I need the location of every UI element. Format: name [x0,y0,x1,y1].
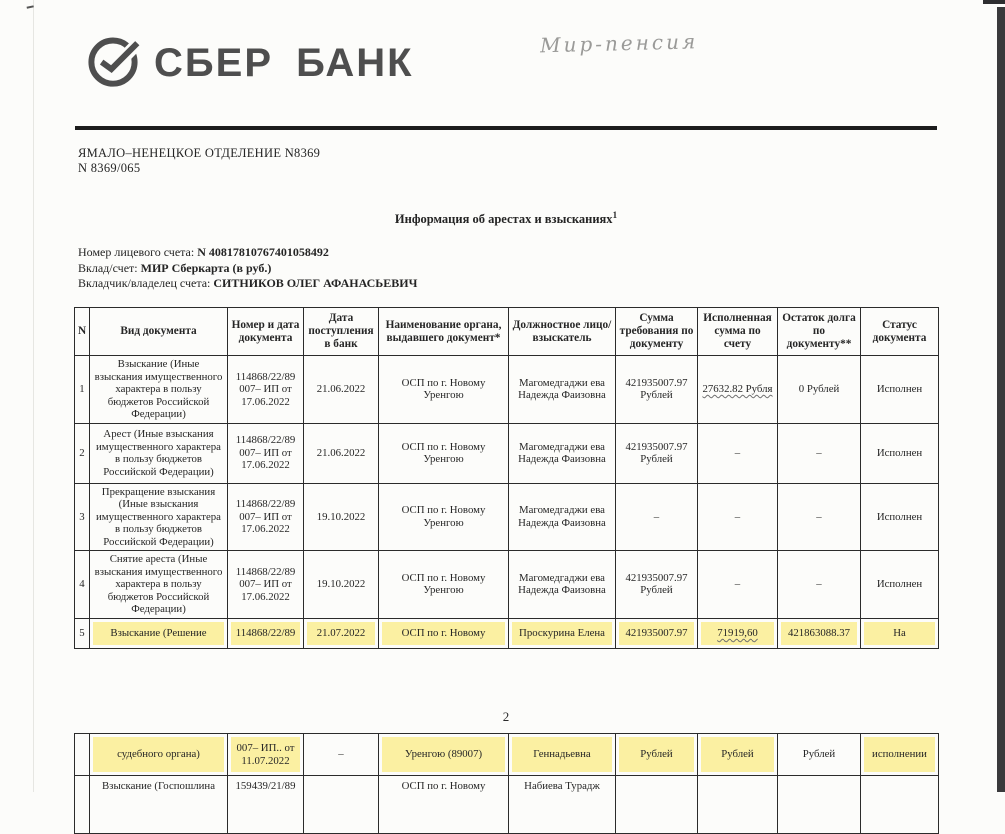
table-cell: – [778,551,861,619]
table-cell: ОСП по г. Новому Уренгою [379,483,509,551]
table-cell: судебного органа) [90,734,228,776]
col-header-executed-sum: Исполненная сумма по счету [698,308,778,356]
table-cell: Взыскание (Иные взыскания имущественного характера в пользу бюджетов Российской Федерации) [90,356,228,424]
table-cell: Снятие ареста (Иные взыскания имущественного характера в пользу бюджетов Российской Федерации) [90,551,228,619]
table-cell: Исполнен [861,551,939,619]
table-cell: 114868/22/89 [228,618,304,648]
table-cell: Взыскание (Решение [90,618,228,648]
table-cell: Рублей [698,734,778,776]
deposit-value: МИР Сберкарта (в руб.) [140,260,272,275]
table-cell: – [698,423,778,483]
table-row [75,423,939,483]
table-cell: – [304,734,379,776]
branch-name: ЯМАЛО–НЕНЕЦКОЕ ОТДЕЛЕНИЕ N8369 [78,146,321,160]
table-row [75,483,939,551]
table-cell: – [778,423,861,483]
page-number: 2 [502,709,510,724]
table-cell [861,776,939,834]
document-title-text: Информация об арестах и взысканиях [394,212,613,227]
table-row [75,551,939,619]
col-header-doc-number: Номер и дата документа [228,308,304,356]
table-cell [616,776,698,834]
table-cell: – [698,551,778,619]
table-cell: 2 [75,423,90,483]
bank-logo [86,34,414,93]
table-row-highlighted [75,618,939,648]
table-cell: Прекращение взыскания (Иные взыскания имущественного характера в пользу бюджетов Российской Федерации) [90,483,228,551]
table-cell: 421935007.97 Рублей [616,551,698,619]
col-header-doc-type: Вид документа [90,308,228,356]
document-title [75,210,937,227]
col-header-official: Должностное лицо/взыскатель [509,308,616,356]
table-cell: 114868/22/89 007– ИП от 17.06.2022 [228,423,304,483]
table-cell: – [698,483,778,551]
table-header-row [75,308,939,356]
table-cell: 19.10.2022 [304,483,379,551]
branch-block [78,146,320,176]
table-cell: Проскурина Елена [509,618,616,648]
table-cell: исполнении [861,734,939,776]
table-cell [698,776,778,834]
table-cell [75,776,90,834]
table-cell: 159439/21/89 [228,776,304,834]
table-cell: Геннадьевна [509,734,616,776]
col-header-debt-remainder: Остаток долга по документу** [778,308,861,356]
table-row-continuation [75,734,939,776]
table-cell: 3 [75,483,90,551]
account-number-label: Номер лицевого счета: [78,245,198,259]
table-cell: ОСП по г. Новому Уренгою [379,551,509,619]
handwritten-note: Мир-пенсия [539,29,699,58]
table-cell: – [616,483,698,551]
arrests-table [74,307,939,649]
table-cell: ОСП по г. Новому [379,776,509,834]
table-cell: Рублей [778,734,861,776]
table-cell: 114868/22/89 007– ИП от 17.06.2022 [228,551,304,619]
table-cell: 114868/22/89 007– ИП от 17.06.2022 [228,356,304,424]
table-cell: 27632.82 Рубля [698,356,778,424]
table-cell [778,776,861,834]
account-number-line [78,245,417,261]
table-cell: ОСП по г. Новому [379,618,509,648]
vertical-scrollbar[interactable] [997,7,1005,792]
table-cell: – [778,483,861,551]
table-cell: Набиева Турадж [509,776,616,834]
owner-line [78,276,417,292]
deposit-label: Вклад/счет: [78,260,141,275]
account-info [78,245,417,292]
table-cell: ОСП по г. Новому Уренгою [379,423,509,483]
bank-logo-text: СБЕР БАНК [154,41,414,85]
table-cell: 007– ИП.. от 11.07.2022 [228,734,304,776]
table-cell: 5 [75,618,90,648]
table-cell: 4 [75,551,90,619]
table-cell: Исполнен [861,356,939,424]
sber-check-circle-icon [86,34,140,93]
table-cell: 21.06.2022 [304,356,379,424]
table-cell [75,734,90,776]
table-cell: 421935007.97 [616,618,698,648]
table-cell: 71919,60 [698,618,778,648]
table-cell: 21.06.2022 [304,423,379,483]
table-cell: 21.07.2022 [304,618,379,648]
col-header-claim-sum: Сумма требования по документу [616,308,698,356]
table-cell: Магомедгаджи ева Надежда Фаизовна [509,423,616,483]
table-cell: ОСП по г. Новому Уренгою [379,356,509,424]
table-cell: Рублей [616,734,698,776]
owner-label: Вкладчик/владелец счета: [78,276,214,290]
col-header-n: N [75,308,90,356]
table-cell: 421935007.97 Рублей [616,423,698,483]
table-cell [304,776,379,834]
table-cell: Исполнен [861,423,939,483]
col-header-bank-date: Дата поступления в банк [304,308,379,356]
title-footnote-mark: 1 [612,210,618,220]
table-cell: 114868/22/89 007– ИП от 17.06.2022 [228,483,304,551]
owner-value: СИТНИКОВ ОЛЕГ АФАНАСЬЕВИЧ [213,276,418,290]
col-header-authority: Наименование органа, выдавшего документ* [379,308,509,356]
table-cell: Взыскание (Госпошлина [90,776,228,834]
table-cell: 0 Рублей [778,356,861,424]
table-row [75,356,939,424]
table-cell: На [861,618,939,648]
table-cell: 421863088.37 [778,618,861,648]
table-row-partial [75,776,939,834]
table-cell: Арест (Иные взыскания имущественного характера в пользу бюджетов Российской Федерации) [90,423,228,483]
table-cell: 1 [75,356,90,424]
table-cell: Магомедгаджи ева Надежда Фаизовна [509,483,616,551]
table-cell: 19.10.2022 [304,551,379,619]
table-cell: Магомедгаджи ева Надежда Фаизовна [509,551,616,619]
scrollbar-top-corner [983,0,1005,4]
header-rule [75,126,937,130]
col-header-status: Статус документа [861,308,939,356]
table-cell: Исполнен [861,483,939,551]
branch-number: N 8369/065 [78,161,141,175]
deposit-line [78,261,417,277]
account-number-value: N 40817810767401058492 [197,245,329,259]
table-cell: 421935007.97 Рублей [616,356,698,424]
arrests-table-page2-fragment [74,733,939,834]
table-cell: Уренгою (89007) [379,734,509,776]
scan-page-edge-line [33,0,34,792]
table-cell: Магомедгаджи ева Надежда Фаизовна [509,356,616,424]
